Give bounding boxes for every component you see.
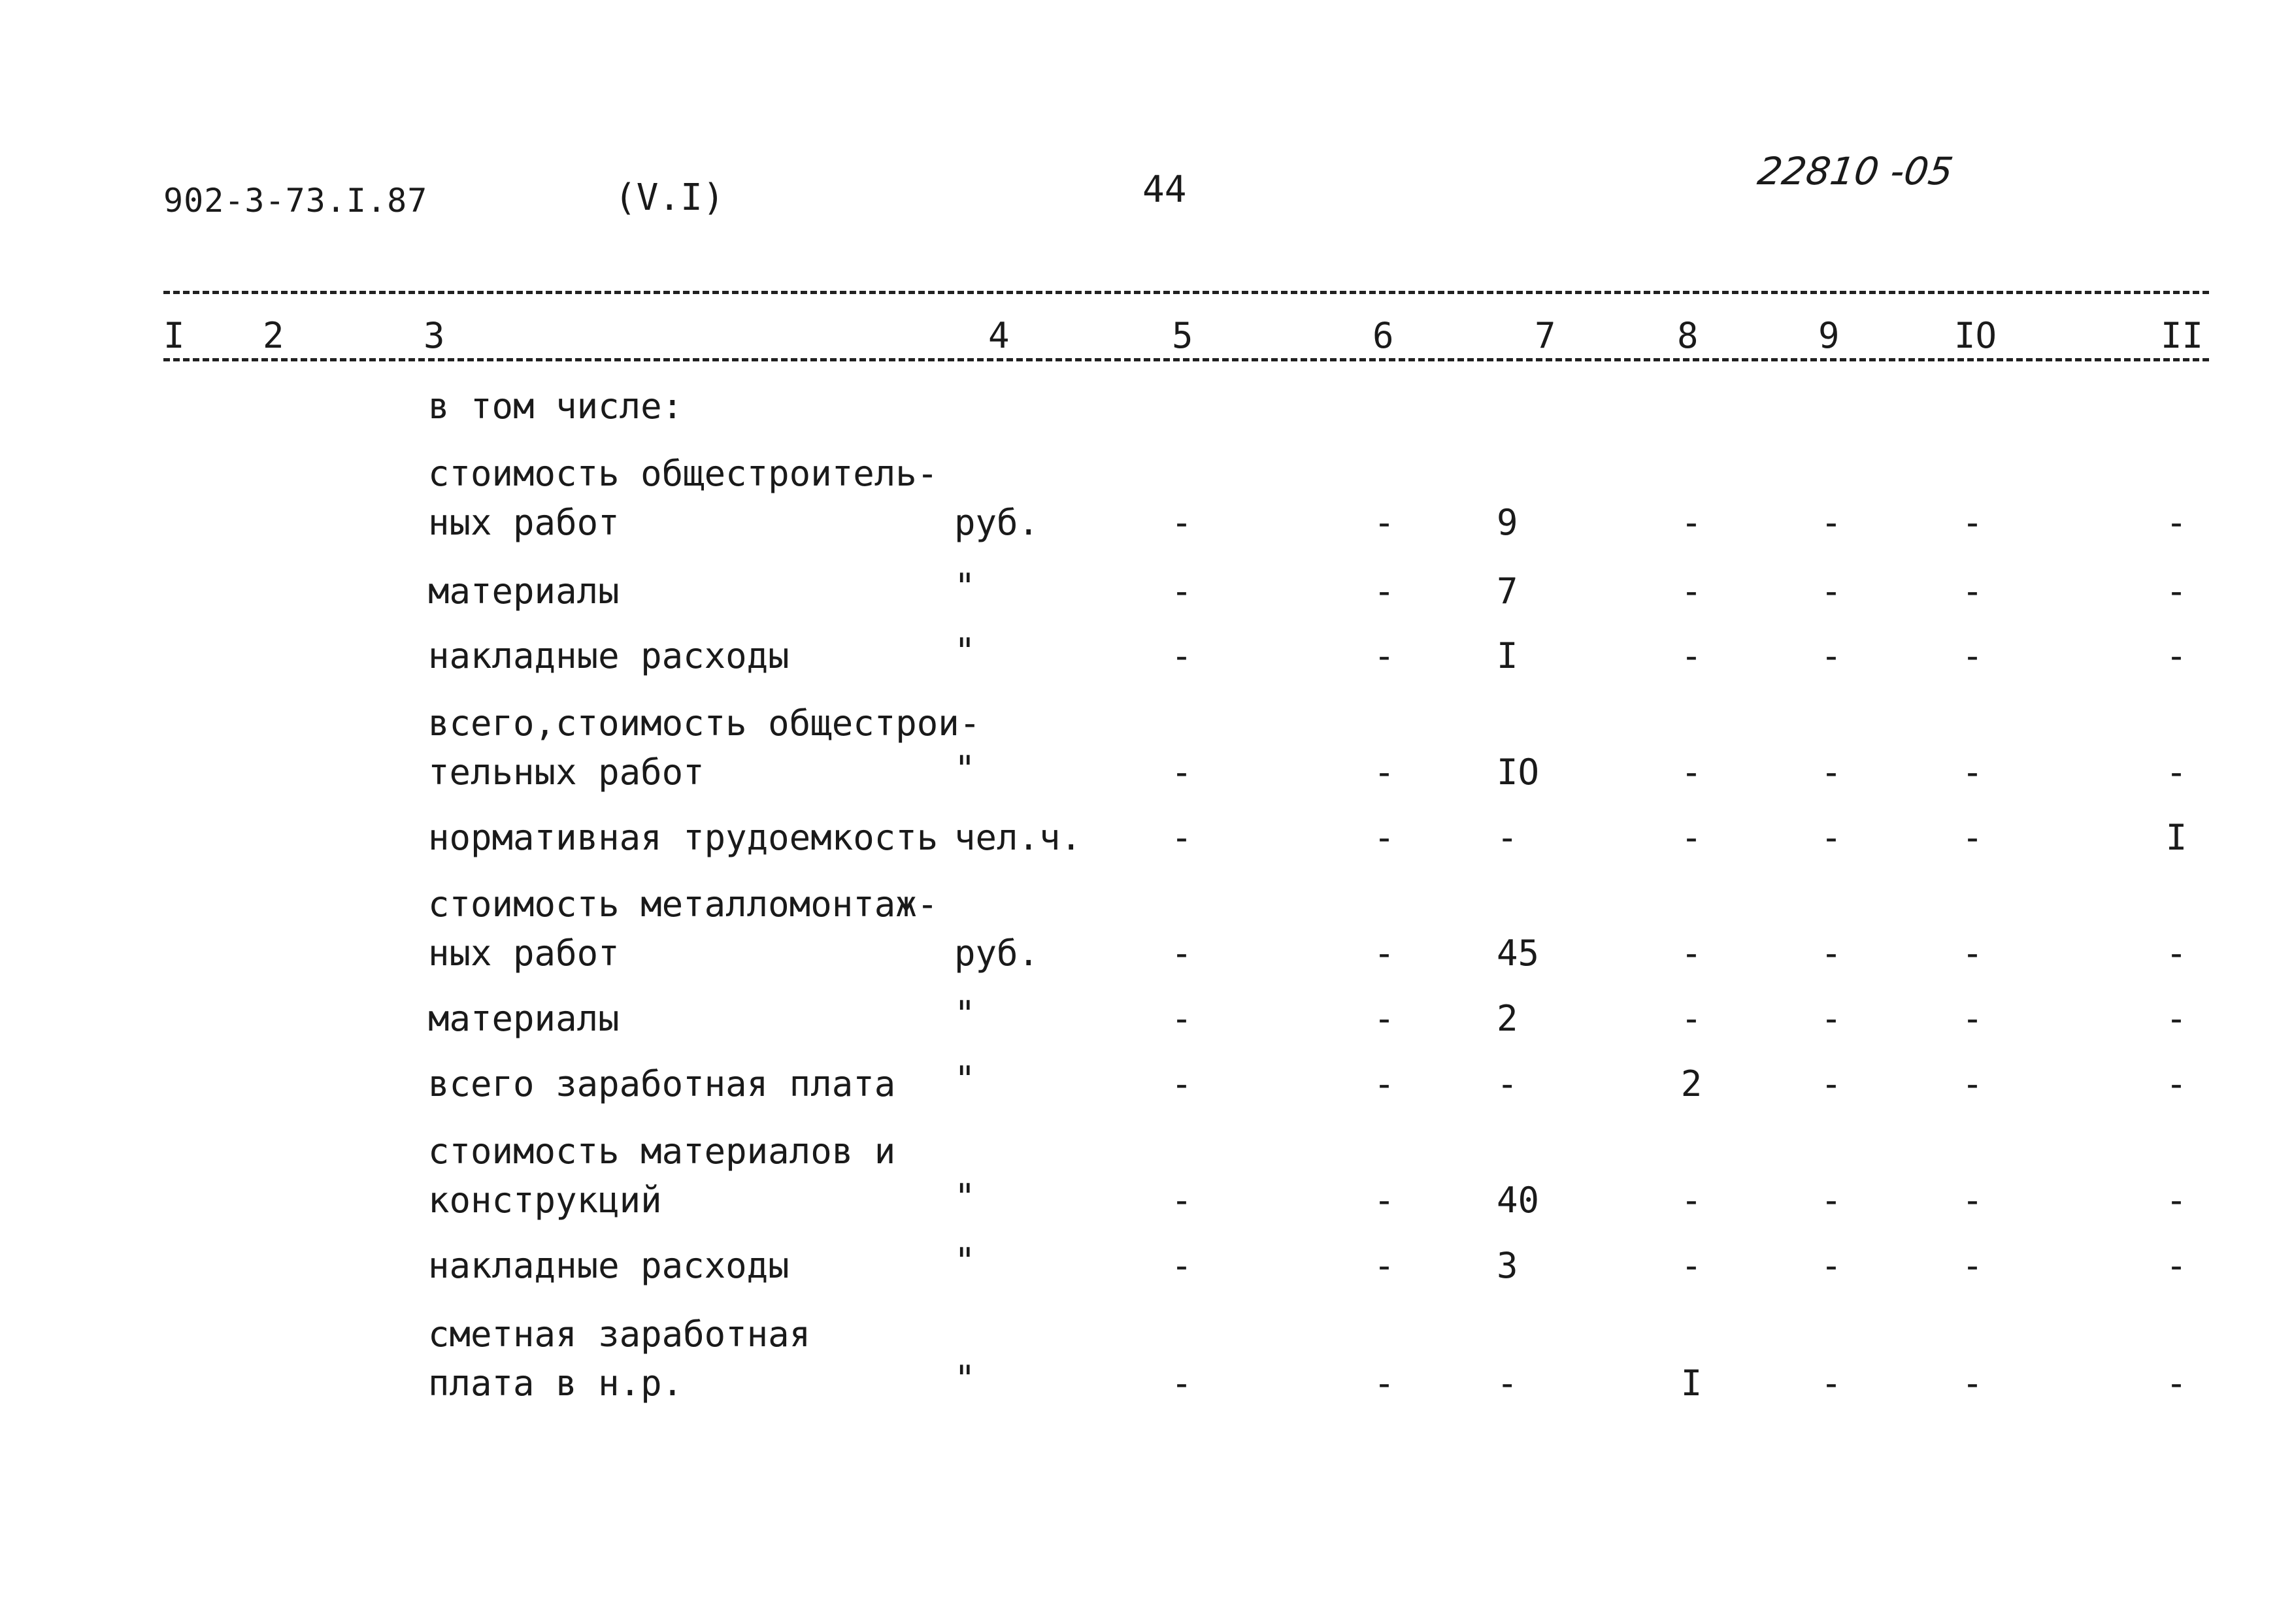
column-number: I bbox=[163, 315, 185, 356]
table-cell: - bbox=[1820, 1180, 1842, 1221]
column-number: 6 bbox=[1372, 315, 1394, 356]
table-cell: 40 bbox=[1497, 1180, 1540, 1221]
table-cell: 7 bbox=[1497, 571, 1518, 612]
table-cell: - bbox=[1171, 571, 1193, 612]
table-cell: - bbox=[1373, 1180, 1395, 1221]
row-unit: чел.ч. bbox=[954, 817, 1082, 858]
row-description: всего,стоимость общестрои- bbox=[428, 703, 981, 744]
table-cell: - bbox=[1820, 817, 1842, 858]
table-cell: - bbox=[2165, 998, 2187, 1039]
handwritten-number: 22810 -05 bbox=[1755, 149, 1956, 193]
table-cell: - bbox=[1373, 635, 1395, 676]
column-number: 4 bbox=[988, 315, 1010, 356]
table-cell: - bbox=[1171, 933, 1193, 974]
row-description: всего заработная плата bbox=[428, 1063, 896, 1104]
column-number: 3 bbox=[424, 315, 445, 356]
table-cell: 2 bbox=[1497, 998, 1518, 1039]
row-description: ных работ bbox=[428, 933, 620, 974]
column-number: IO bbox=[1954, 315, 1997, 356]
table-cell: - bbox=[1680, 1180, 1703, 1221]
table-cell: - bbox=[1961, 1363, 1984, 1404]
table-cell: - bbox=[1820, 998, 1842, 1039]
table-cell: - bbox=[1820, 1245, 1842, 1286]
table-cell: - bbox=[2165, 1363, 2187, 1404]
table-cell: - bbox=[1961, 635, 1984, 676]
dashed-rule-bottom bbox=[163, 358, 2209, 361]
table-cell: - bbox=[1373, 502, 1395, 543]
table-cell: - bbox=[2165, 635, 2187, 676]
column-number: 8 bbox=[1677, 315, 1699, 356]
table-cell: - bbox=[1961, 1180, 1984, 1221]
table-cell: - bbox=[1373, 1245, 1395, 1286]
table-cell: - bbox=[1373, 998, 1395, 1039]
table-cell: 9 bbox=[1497, 502, 1518, 543]
table-cell: - bbox=[1497, 1363, 1518, 1404]
table-cell: - bbox=[1820, 502, 1842, 543]
row-description: стоимость материалов и bbox=[428, 1131, 896, 1172]
table-cell: - bbox=[2165, 502, 2187, 543]
table-cell: - bbox=[2165, 1063, 2187, 1104]
table-cell: - bbox=[2165, 1180, 2187, 1221]
table-cell: - bbox=[1497, 817, 1518, 858]
table-cell: - bbox=[2165, 1245, 2187, 1286]
table-cell: - bbox=[1171, 752, 1193, 793]
table-cell: - bbox=[1171, 635, 1193, 676]
table-cell: 3 bbox=[1497, 1245, 1518, 1286]
table-cell: - bbox=[1680, 635, 1703, 676]
table-cell: I bbox=[1497, 635, 1518, 676]
table-cell: - bbox=[1373, 933, 1395, 974]
row-unit: руб. bbox=[954, 502, 1040, 543]
table-cell: - bbox=[1680, 1245, 1703, 1286]
table-cell: - bbox=[1961, 752, 1984, 793]
table-cell: - bbox=[2165, 571, 2187, 612]
table-cell: - bbox=[1680, 817, 1703, 858]
table-cell: IO bbox=[1497, 752, 1540, 793]
row-unit: руб. bbox=[954, 933, 1040, 974]
table-cell: - bbox=[1171, 1245, 1193, 1286]
table-cell: - bbox=[1171, 502, 1193, 543]
row-unit: " bbox=[954, 748, 976, 789]
table-cell: - bbox=[1820, 752, 1842, 793]
table-cell: - bbox=[1680, 933, 1703, 974]
table-cell: - bbox=[1961, 933, 1984, 974]
table-cell: - bbox=[1961, 817, 1984, 858]
table-cell: - bbox=[1820, 1363, 1842, 1404]
table-cell: - bbox=[1171, 1363, 1193, 1404]
row-description: ных работ bbox=[428, 502, 620, 543]
row-description: стоимость общестроитель- bbox=[428, 453, 939, 494]
table-cell: - bbox=[1680, 571, 1703, 612]
table-cell: - bbox=[1373, 817, 1395, 858]
table-cell: - bbox=[1171, 1063, 1193, 1104]
table-cell: - bbox=[1961, 1063, 1984, 1104]
table-cell: - bbox=[1820, 635, 1842, 676]
table-cell: - bbox=[1373, 571, 1395, 612]
table-cell: - bbox=[1680, 752, 1703, 793]
row-description: тельных работ bbox=[428, 752, 705, 793]
table-cell: I bbox=[1680, 1363, 1703, 1404]
row-description: стоимость металломонтаж- bbox=[428, 884, 939, 925]
table-cell: - bbox=[1171, 817, 1193, 858]
row-unit: " bbox=[954, 993, 976, 1035]
column-number: II bbox=[2161, 315, 2204, 356]
volume-label: (V.I) bbox=[614, 176, 725, 219]
row-unit: " bbox=[954, 1358, 976, 1399]
document-code: 902-3-73.I.87 bbox=[163, 182, 428, 220]
row-unit: " bbox=[954, 1059, 976, 1100]
row-unit: " bbox=[954, 1176, 976, 1218]
table-cell: - bbox=[2165, 752, 2187, 793]
row-description: материалы bbox=[428, 998, 620, 1039]
row-description: нормативная трудоемкость bbox=[428, 817, 939, 858]
table-cell: - bbox=[2165, 933, 2187, 974]
row-description: конструкций bbox=[428, 1180, 662, 1221]
table-cell: I bbox=[2165, 817, 2187, 858]
row-description: накладные расходы bbox=[428, 635, 790, 676]
table-cell: - bbox=[1680, 502, 1703, 543]
table-cell: - bbox=[1961, 571, 1984, 612]
table-cell: - bbox=[1961, 998, 1984, 1039]
row-description: накладные расходы bbox=[428, 1245, 790, 1286]
page-number: 44 bbox=[1142, 169, 1187, 211]
row-description: плата в н.р. bbox=[428, 1363, 684, 1404]
table-cell: - bbox=[1820, 1063, 1842, 1104]
table-cell: - bbox=[1373, 1363, 1395, 1404]
row-description: сметная заработная bbox=[428, 1314, 811, 1355]
row-unit: " bbox=[954, 631, 976, 672]
table-cell: - bbox=[1820, 571, 1842, 612]
row-unit: " bbox=[954, 566, 976, 607]
dashed-rule-top bbox=[163, 291, 2209, 294]
table-cell: - bbox=[1373, 752, 1395, 793]
column-number: 7 bbox=[1535, 315, 1556, 356]
row-description: в том числе: bbox=[428, 386, 684, 427]
table-cell: - bbox=[1497, 1063, 1518, 1104]
table-cell: - bbox=[1961, 1245, 1984, 1286]
column-number: 9 bbox=[1818, 315, 1840, 356]
table-cell: 45 bbox=[1497, 933, 1540, 974]
table-cell: - bbox=[1171, 998, 1193, 1039]
table-cell: 2 bbox=[1680, 1063, 1703, 1104]
row-description: материалы bbox=[428, 571, 620, 612]
column-number: 5 bbox=[1172, 315, 1193, 356]
table-cell: - bbox=[1680, 998, 1703, 1039]
table-cell: - bbox=[1961, 502, 1984, 543]
table-cell: - bbox=[1171, 1180, 1193, 1221]
table-cell: - bbox=[1373, 1063, 1395, 1104]
column-number: 2 bbox=[263, 315, 284, 356]
table-cell: - bbox=[1820, 933, 1842, 974]
row-unit: " bbox=[954, 1240, 976, 1282]
